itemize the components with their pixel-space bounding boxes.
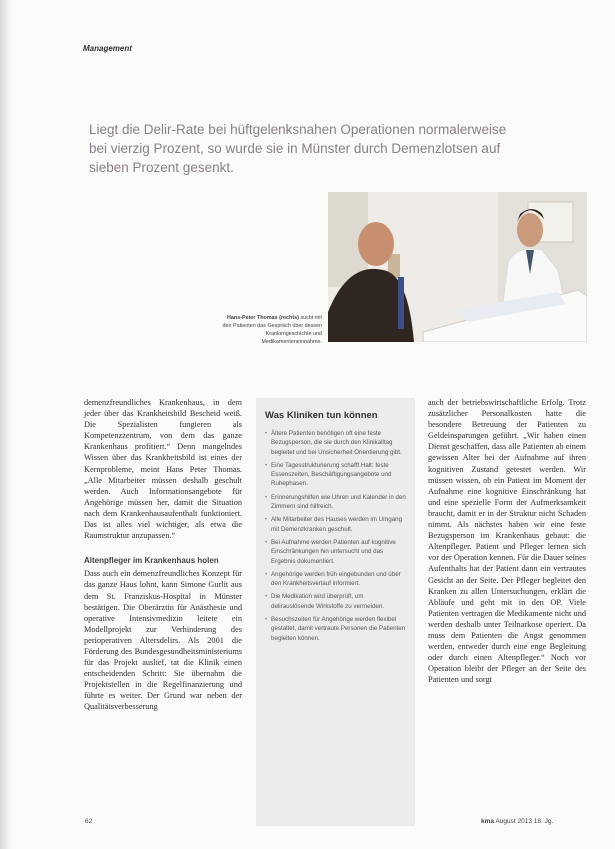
article-photo bbox=[328, 192, 587, 342]
info-box-title: Was Kliniken tun können bbox=[265, 410, 378, 421]
article-column-3 bbox=[428, 397, 586, 685]
info-box-item: • Bei Aufnahme werden Patienten auf kognitive Einschränkungen hin untersucht und das Ergebnis dokumentiert. bbox=[265, 538, 407, 566]
article-column-1 bbox=[84, 397, 242, 713]
page-number: 62 bbox=[85, 818, 93, 825]
magazine-footer bbox=[481, 818, 553, 825]
body-paragraph: auch der betriebswirtschaftliche Erfolg. Trotz zusätzlicher Personalkosten hatte die besondere Betreuung der Patienten zu Geldeinsparungen geführt. „Wir haben einen Dienst geschaffen, dass alle Patienten ab einem gewissen Alter bei der Aufnahme auf ihren kognitiven Zustand getestet werden. Wir müssen wissen, ob ein Patient im Moment der Aufnahme eine kognitive Einschränkung hat und eine spezielle Form der Aufmerksamkeit braucht, damit er in der Struktur nicht Schaden nimmt. Als nächstes haben wir eine feste Bezugsperson im Krankenhaus gebaut: die Altenpfleger. Patient und Pfleger lernen sich vor der Operation kennen. Für die Dauer seines Aufenthalts hat der Patient dann ein vertrautes Gesicht an der Seite. Der Pfleger begleitet den Kranken zu allen Untersuchungen, erklärt die Abläufe und geht mit in den OP. Viele Patienten vertragen die Medikamente nicht und werden deshalb unter Teilnarkose operiert. Da muss dem Patienten die Angst genommen werden, entweder durch eine enge Begleitung oder durch einen Altenpfleger.“ Noch vor Operation bleibt der Pfleger an der Seite des Patienten und sorgt bbox=[428, 398, 586, 685]
photo-caption bbox=[222, 314, 322, 346]
body-paragraph: Dass auch ein demenzfreundliches Konzept für das ganze Haus lohnt, kann Simone Gurlit aus dem St. Franziskus-Hospital in Münster bestätigen. Die Oberärztin für Anästhesie und operative Intensivmedizin leitete ein Modellprojekt zur Verhinderung des perioperativen Altersdelirs. Als 2001 die Förderung des Bundesgesundheitsministeriums für das Projekt auslief, tat die Klinik einen entscheidenden Schritt: Sie übernahm die Projektstellen in die Regelfinanzierung und führte es weiter. Der Grund war neben der Qualitätsverbesserung bbox=[84, 569, 242, 712]
caption-text: sucht mit den Patienten das Gespräch über dessen Krankengeschichte und Medikamenteneinnahme. bbox=[222, 315, 322, 345]
section-label: Management bbox=[83, 44, 132, 53]
info-box-item: • Besuchszeiten für Angehörige werden flexibel gestaltet, damit vertraute Personen die Patienten begleiten können. bbox=[265, 615, 407, 643]
body-paragraph: demenzfreundliches Krankenhaus, in dem jeder über das Krankheitsbild Bescheid weiß. Die Spezialisten fungieren als Kompetenzzentrum, von dem das ganze Krankenhaus profitiert.“ Denn mangelndes Wissen über das Krankheitsbild ist eines der Kernprobleme, meint Hans Peter Thomas. „Alle Mitarbeiter müssen deshalb geschult werden. Auch Informationsangebote für Angehörige müssen her, damit die Situation nach dem Krankenhausaufenthalt funktioniert. Das ist alles viel wichtiger, als etwa die Raumstruktur anzupassen.“ bbox=[84, 398, 242, 541]
info-box-item: • Die Medikation wird überprüft, um delirauslösende Wirkstoffe zu vermeiden. bbox=[265, 592, 407, 611]
magazine-name: kma bbox=[481, 818, 495, 825]
caption-name: Hans-Peter Thomas (rechts) bbox=[227, 315, 299, 321]
info-box-list bbox=[256, 429, 415, 643]
subheading: Altenpfleger im Krankenhaus holen bbox=[84, 556, 219, 566]
page-gutter-shadow bbox=[0, 0, 14, 849]
pull-quote: Liegt die Delir-Rate bei hüftgelenksnahen Operationen normalerweise bei vierzig Prozent, so wurde sie in Münster durch Demenzlotsen auf sieben Prozent gesenkt. bbox=[89, 122, 507, 175]
info-box-item: • Angehörige werden früh eingebunden und über den Krankheitsverlauf informiert. bbox=[265, 570, 407, 589]
info-box-item: • Alle Mitarbeiter des Hauses werden im Umgang mit Demenzkranken geschult. bbox=[265, 515, 407, 534]
doctor-patient-photo bbox=[328, 192, 587, 342]
issue-date: August 2013 bbox=[495, 818, 532, 825]
info-box-item: • Ältere Patienten benötigen oft eine feste Bezugsperson, die sie durch den Klinikalltag begleitet und bei Unsicherheit Orientierung gibt. bbox=[265, 429, 407, 457]
info-box-item: • Erinnerungshilfen wie Uhren und Kalender in den Zimmern sind hilfreich. bbox=[265, 493, 407, 512]
info-box-item: • Eine Tagesstrukturierung schafft Halt: feste Essenszeiten, Beschäftigungsangebote und Ruhephasen. bbox=[265, 461, 407, 489]
info-box bbox=[256, 398, 415, 826]
volume: 18. Jg. bbox=[533, 818, 554, 825]
